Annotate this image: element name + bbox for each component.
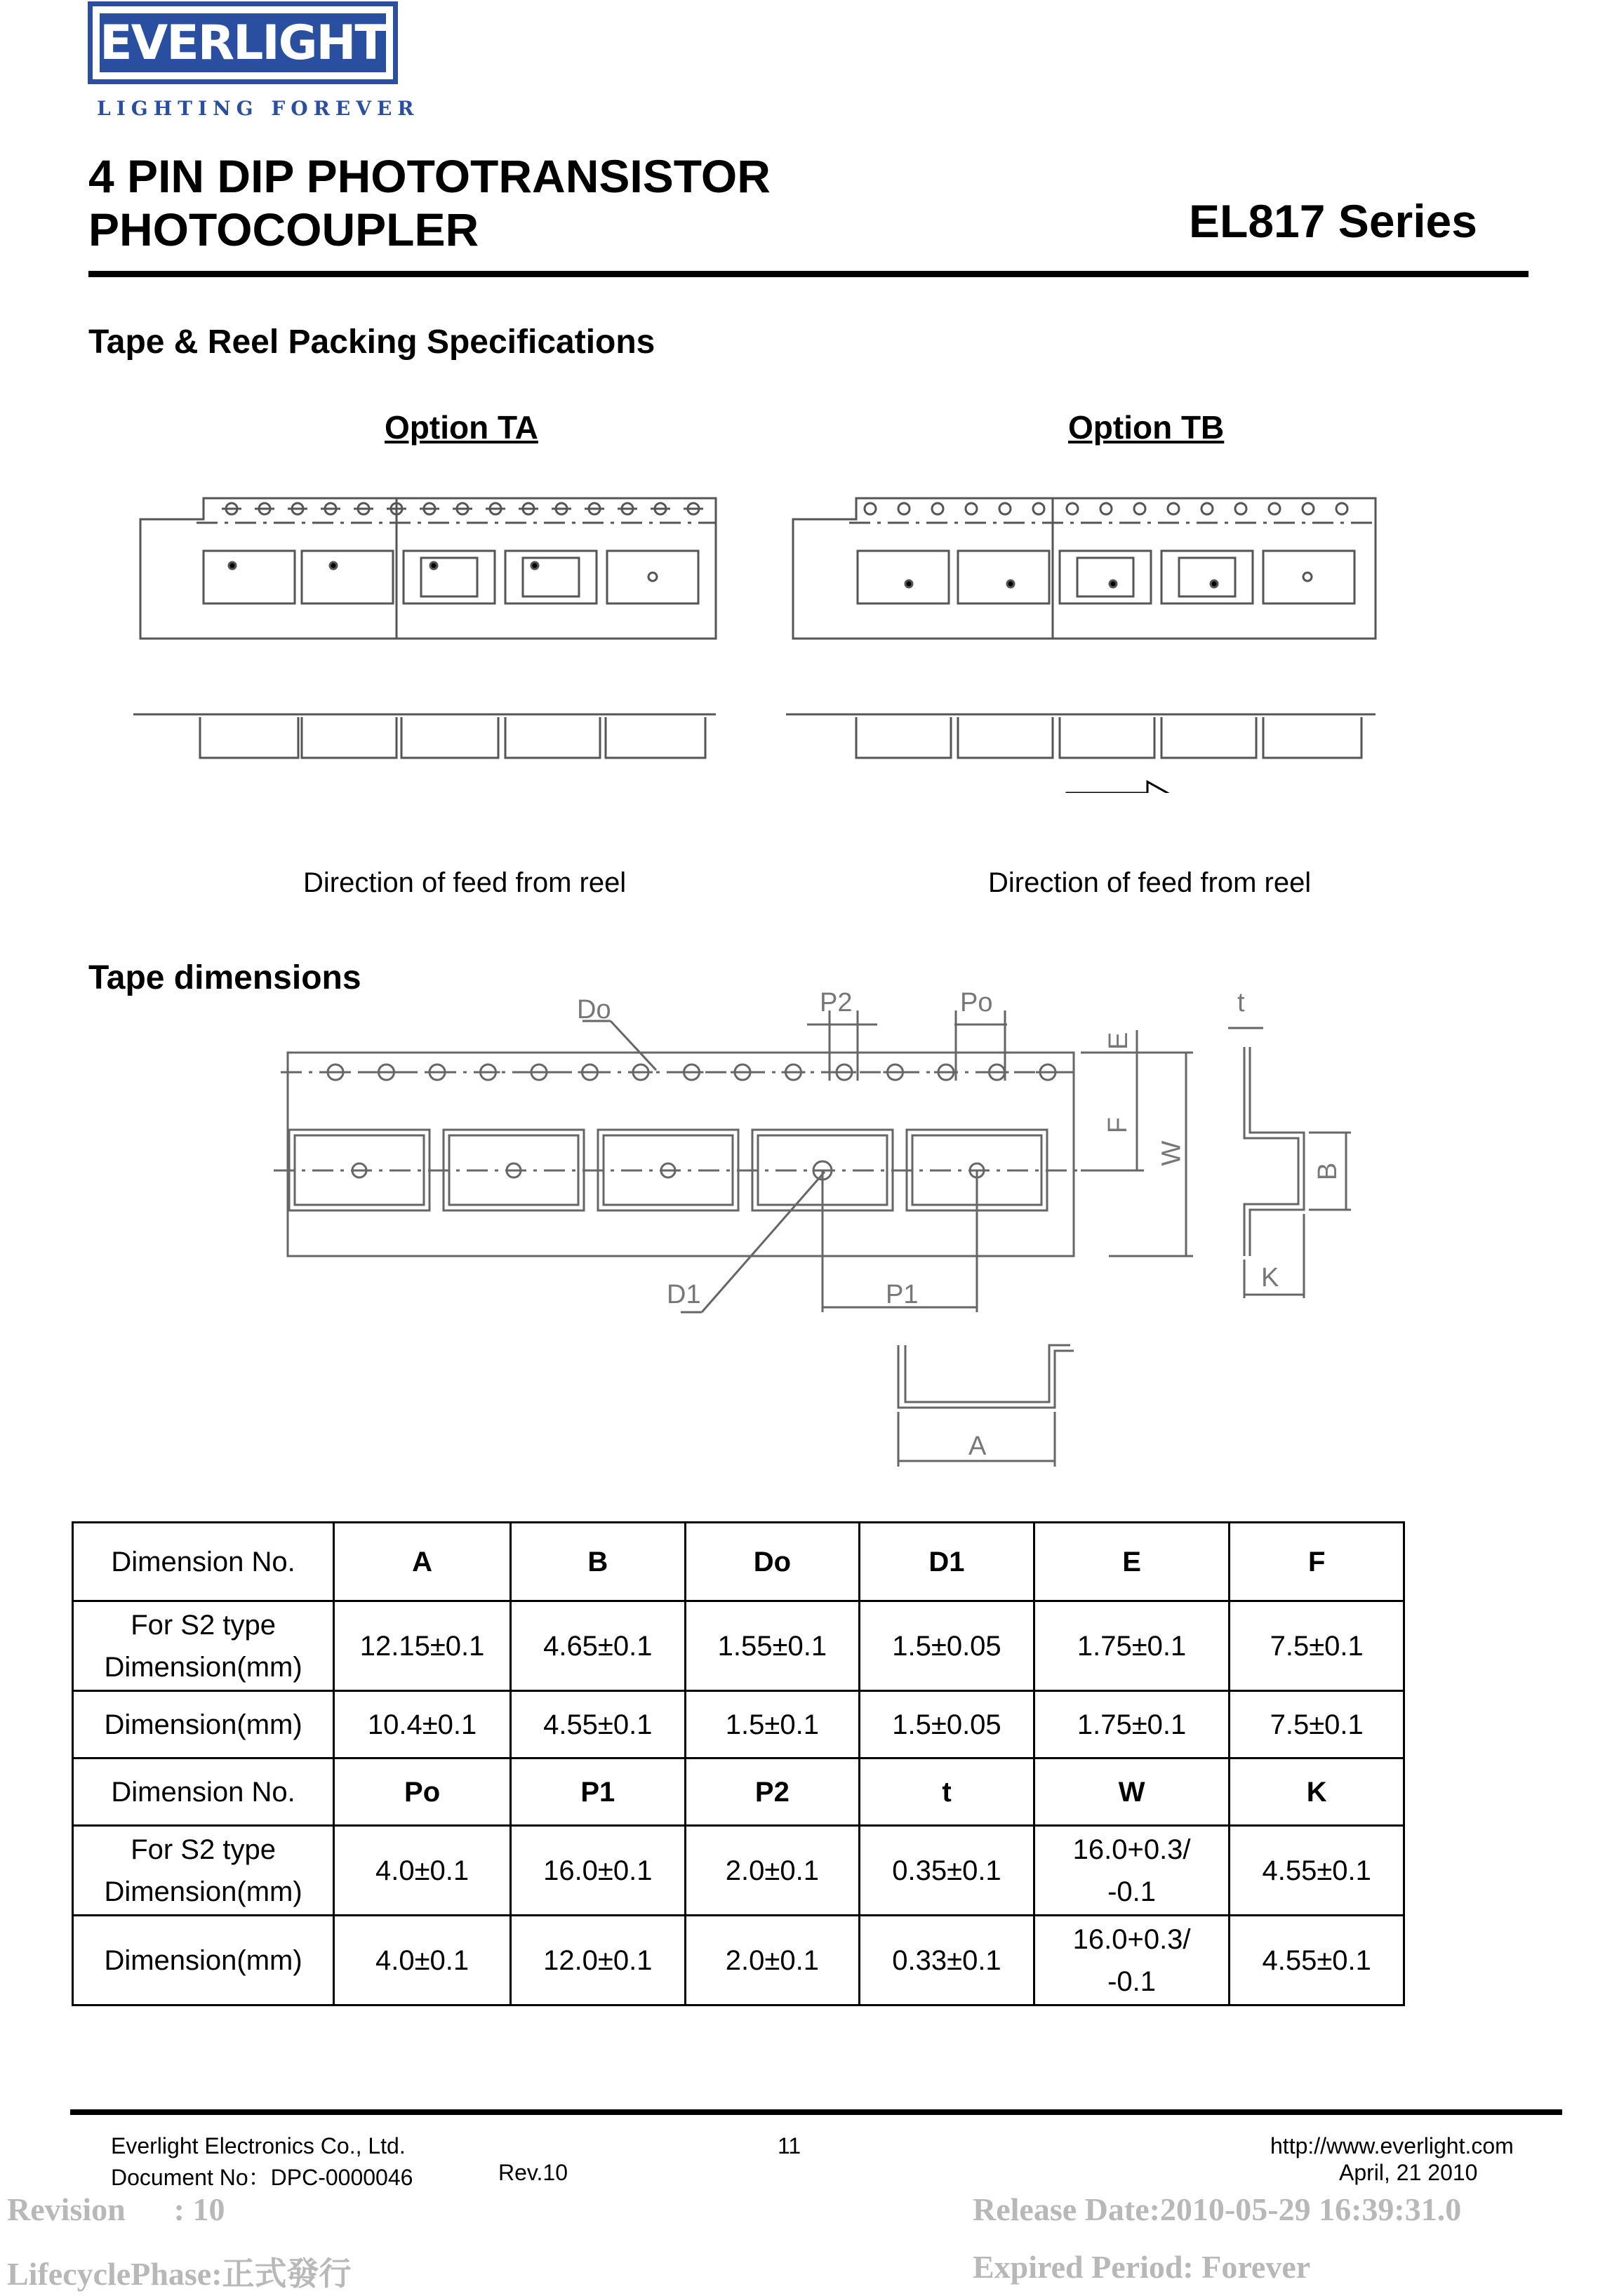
tape-dimension-drawing [260, 982, 1453, 1474]
sprocket-hole [1235, 503, 1246, 514]
value-cell: 10.4±0.1 [334, 1691, 511, 1758]
option-tb-label: Option TB [1068, 409, 1225, 446]
footer-url: http://www.everlight.com [1270, 2133, 1514, 2158]
sprocket-hole [1100, 503, 1112, 514]
tape-option-drawings [126, 484, 1425, 793]
value-cell: E [1034, 1523, 1230, 1601]
lifecycle-stamp: LifecyclePhase:正式發行 [7, 2256, 352, 2292]
value-cell: 4.65±0.1 [511, 1601, 686, 1691]
option-ta-label: Option TA [385, 409, 538, 446]
value-cell: P1 [511, 1758, 686, 1826]
table-row [73, 1826, 1404, 1916]
value-cell: 2.0±0.1 [685, 1916, 860, 2005]
value-cell: 4.0±0.1 [334, 1826, 511, 1916]
value-cell: 0.35±0.1 [860, 1826, 1034, 1916]
value-cell: P2 [685, 1758, 860, 1826]
value-cell: 4.55±0.1 [1230, 1916, 1404, 2005]
option-tb-tape-side [786, 714, 1376, 758]
label-w: W [1157, 1140, 1187, 1166]
value-cell: F [1230, 1523, 1404, 1601]
title-line-2: PHOTOCOUPLER [88, 203, 479, 255]
sprocket-hole [1269, 503, 1280, 514]
row-label-cell: For S2 type Dimension(mm) [73, 1601, 334, 1691]
value-cell: 16.0±0.1 [511, 1826, 686, 1916]
value-cell: 1.5±0.1 [685, 1691, 860, 1758]
sprocket-hole [1033, 503, 1044, 514]
footer-divider [70, 2109, 1562, 2115]
footer-date: April, 21 2010 [1339, 2160, 1478, 2185]
value-cell: 4.55±0.1 [511, 1691, 686, 1758]
sprocket-hole [999, 503, 1011, 514]
label-e: E [1104, 1032, 1134, 1050]
value-cell: 1.75±0.1 [1034, 1691, 1230, 1758]
value-cell: 7.5±0.1 [1230, 1691, 1404, 1758]
label-po: Po [960, 988, 993, 1017]
value-cell: K [1230, 1758, 1404, 1826]
label-a: A [968, 1431, 987, 1461]
value-cell: 7.5±0.1 [1230, 1601, 1404, 1691]
expired-period-stamp: Expired Period: Forever [973, 2249, 1311, 2285]
value-cell: 4.55±0.1 [1230, 1826, 1404, 1916]
label-p2: P2 [820, 988, 853, 1017]
sprocket-hole [865, 503, 876, 514]
value-cell: W [1034, 1758, 1230, 1826]
label-d1: D1 [667, 1280, 701, 1309]
sprocket-hole [966, 503, 977, 514]
value-cell: 16.0+0.3/ -0.1 [1034, 1826, 1230, 1916]
label-do: Do [577, 995, 611, 1024]
footer-document-no: Document No：DPC-0000046 [111, 2165, 413, 2190]
row-label-cell: Dimension No. [73, 1523, 334, 1601]
sprocket-hole [1168, 503, 1179, 514]
value-cell: D1 [860, 1523, 1034, 1601]
value-cell: 1.5±0.05 [860, 1691, 1034, 1758]
table-row [73, 1691, 1404, 1758]
sprocket-hole [1134, 503, 1145, 514]
label-b: B [1313, 1162, 1343, 1181]
value-cell: 2.0±0.1 [685, 1826, 860, 1916]
feed-caption-ta: Direction of feed from reel [303, 867, 627, 898]
value-cell: 1.55±0.1 [685, 1601, 860, 1691]
label-t: t [1237, 988, 1245, 1017]
sprocket-hole [1336, 503, 1347, 514]
sprocket-hole [1067, 503, 1078, 514]
value-cell: A [334, 1523, 511, 1601]
sprocket-hole [1201, 503, 1213, 514]
tape-dimensions-heading: Tape dimensions [88, 959, 361, 996]
row-label-cell: Dimension(mm) [73, 1916, 334, 2005]
table-row [73, 1601, 1404, 1691]
value-cell: 1.75±0.1 [1034, 1601, 1230, 1691]
sprocket-hole [932, 503, 943, 514]
row-label-cell: Dimension No. [73, 1758, 334, 1826]
row-label-cell: Dimension(mm) [73, 1691, 334, 1758]
logo [88, 1, 398, 84]
value-cell: Po [334, 1758, 511, 1826]
title-line-1: 4 PIN DIP PHOTOTRANSISTOR [88, 150, 771, 202]
sprocket-hole [1303, 503, 1314, 514]
section-heading: Tape & Reel Packing Specifications [88, 323, 655, 361]
label-f: F [1103, 1116, 1133, 1134]
footer-page-number: 11 [778, 2133, 801, 2158]
logo-text: EVERLIGHT [100, 15, 386, 71]
table-row [73, 1523, 1404, 1601]
option-ta-tape-top [140, 498, 716, 639]
footer-rev: Rev.10 [498, 2160, 568, 2185]
value-cell: 16.0+0.3/ -0.1 [1034, 1916, 1230, 2005]
option-tb-tape-top [793, 498, 1376, 639]
option-tb-arrow [1067, 782, 1178, 793]
header-divider [88, 271, 1529, 277]
value-cell: t [860, 1758, 1034, 1826]
dimension-table [72, 1521, 1405, 2006]
row-label-cell: For S2 type Dimension(mm) [73, 1826, 334, 1916]
value-cell: B [511, 1523, 686, 1601]
label-p1: P1 [886, 1280, 919, 1309]
revision-stamp: Revision : 10 [7, 2191, 225, 2227]
value-cell: 12.0±0.1 [511, 1916, 686, 2005]
value-cell: 12.15±0.1 [334, 1601, 511, 1691]
label-k: K [1261, 1263, 1279, 1293]
option-ta-tape-side [133, 714, 716, 758]
series-label: EL817 Series [1189, 195, 1477, 247]
page-title [88, 149, 771, 256]
value-cell: Do [685, 1523, 860, 1601]
table-row [73, 1758, 1404, 1826]
value-cell: 1.5±0.05 [860, 1601, 1034, 1691]
table-row [73, 1916, 1404, 2005]
release-date-stamp: Release Date:2010-05-29 16:39:31.0 [973, 2191, 1462, 2227]
logo-tagline: LIGHTING FOREVER [97, 97, 420, 120]
value-cell: 4.0±0.1 [334, 1916, 511, 2005]
value-cell: 0.33±0.1 [860, 1916, 1034, 2005]
footer-company: Everlight Electronics Co., Ltd. [111, 2133, 406, 2158]
sprocket-hole [898, 503, 910, 514]
feed-caption-tb: Direction of feed from reel [988, 867, 1312, 898]
